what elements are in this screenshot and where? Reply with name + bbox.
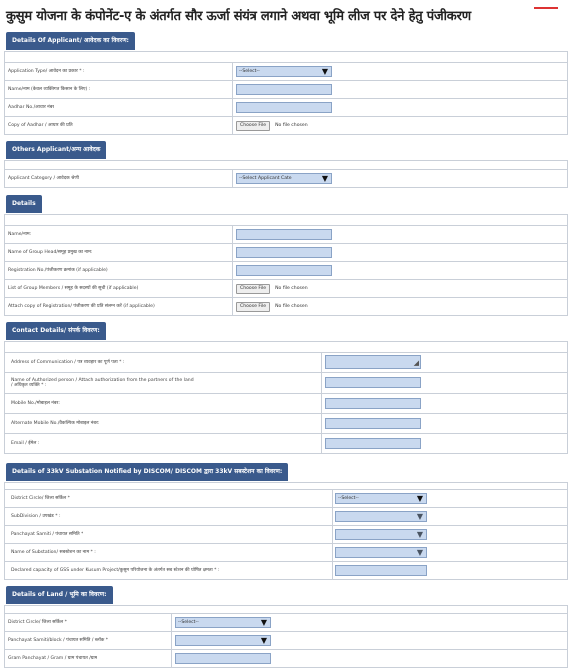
group-head-input[interactable] xyxy=(236,247,332,258)
gram-panchayat-label: Gram Panchayat / Gram / ग्राम पंचायत /ग्राम xyxy=(8,656,98,661)
substation-table xyxy=(4,482,568,580)
column-divider xyxy=(321,394,322,413)
aadhar-copy-file-input xyxy=(236,120,308,131)
details-name-row xyxy=(5,226,567,244)
section-details-header: Details xyxy=(6,195,42,213)
registration-copy-row xyxy=(5,298,567,316)
aadhar-input[interactable] xyxy=(236,102,332,113)
section-applicant-header: Details Of Applicant/ आवेदक का विवरण: xyxy=(6,32,135,50)
column-divider xyxy=(332,544,333,561)
column-divider xyxy=(332,526,333,543)
authorized-person-input[interactable] xyxy=(325,377,421,388)
land-district-value: --Select-- xyxy=(178,620,199,625)
substation-district-label: District Circle/ जिला सर्किल * xyxy=(11,496,70,501)
authorized-person-label-line1: Name of Authorized person / Attach authorization from the partners of the land xyxy=(11,378,194,383)
subdivision-row xyxy=(5,508,567,526)
group-members-label: List of Group Members / समूह के सदस्यों की सूची (if applicable) xyxy=(8,286,139,291)
dropdown-arrow-icon: ▼ xyxy=(260,618,267,627)
applicant-category-row xyxy=(5,170,567,188)
others-table xyxy=(4,160,568,188)
applicant-category-label: Applicant Category / आवेदक श्रेणी xyxy=(8,176,79,181)
aadhar-copy-row xyxy=(5,117,567,135)
column-divider xyxy=(332,490,333,507)
column-divider xyxy=(232,81,233,98)
land-samiti-row xyxy=(5,632,567,650)
dropdown-arrow-icon: ▼ xyxy=(260,636,267,645)
substation-district-row xyxy=(5,490,567,508)
column-divider xyxy=(232,99,233,116)
group-head-label: Name of Group Head/समूह प्रमुख का नाम: xyxy=(8,250,93,255)
column-divider xyxy=(321,353,322,372)
title-accent-mark xyxy=(534,7,558,9)
land-samiti-label: Panchayat Samiti/block / पंचायत समिति / ब्लॉक * xyxy=(8,638,109,643)
panchayat-samiti-row xyxy=(5,526,567,544)
table-spacer-row xyxy=(5,215,567,226)
substation-district-value: --Select-- xyxy=(338,496,359,501)
table-spacer-row xyxy=(5,161,567,170)
declared-capacity-row xyxy=(5,562,567,580)
choose-file-button[interactable]: Choose File xyxy=(236,284,270,294)
column-divider xyxy=(232,170,233,187)
panchayat-samiti-label: Panchayat Samiti / पंचायत समिति * xyxy=(11,532,84,537)
declared-capacity-label: Declared capacity of GSS under Kusum Project/कुसुम परियोजना के अंतर्गत सब स्टेशन की घोषित क्षमता * : xyxy=(11,568,220,573)
applicant-name-row xyxy=(5,81,567,99)
mobile-label: Mobile No./मोबाइल नंबर: xyxy=(11,401,60,406)
subdivision-select[interactable] xyxy=(335,511,427,522)
address-label: Address of Communication / पत्र व्यवहार का पूर्ण पता * : xyxy=(11,360,125,365)
gram-panchayat-row xyxy=(5,650,567,668)
applicant-name-input[interactable] xyxy=(236,84,332,95)
authorized-person-label xyxy=(11,373,194,393)
panchayat-samiti-select[interactable] xyxy=(335,529,427,540)
column-divider xyxy=(321,373,322,393)
registration-label: Registration No./पंजीकरण क्रमांक (if applicable) xyxy=(8,268,108,273)
section-land-header: Details of Land / भूमि का विवरण: xyxy=(6,586,113,604)
address-textarea[interactable] xyxy=(325,355,421,369)
table-spacer-row xyxy=(5,483,567,490)
alt-mobile-input[interactable] xyxy=(325,418,421,429)
section-others-header: Others Applicant/अन्य आवेदक xyxy=(6,141,106,159)
mobile-row xyxy=(5,394,567,414)
alt-mobile-row xyxy=(5,414,567,434)
applicant-name-label: Name/नाम (केवल व्यक्तिगत किसान के लिए) : xyxy=(8,87,91,92)
column-divider xyxy=(232,117,233,134)
column-divider xyxy=(332,562,333,579)
column-divider xyxy=(321,434,322,453)
application-type-label: Application Type/ आवेदन का प्रकार * : xyxy=(8,69,85,74)
dropdown-arrow-icon: ▼ xyxy=(416,530,423,539)
land-district-row xyxy=(5,614,567,632)
registration-copy-file-input xyxy=(236,301,308,312)
column-divider xyxy=(171,650,172,667)
registration-copy-label: Attach copy of Registration/ पंजीकरण की प्रति संलग्न करें (if applicable) xyxy=(8,304,155,309)
column-divider xyxy=(171,632,172,649)
email-input[interactable] xyxy=(325,438,421,449)
email-row xyxy=(5,434,567,454)
section-substation-header: Details of 33kV Substation Notified by DISCOM/ DISCOM द्वारा 33kV सबस्टेशन का विवरण: xyxy=(6,463,288,481)
column-divider xyxy=(332,508,333,525)
table-spacer-row xyxy=(5,606,567,614)
applicant-category-select[interactable] xyxy=(236,173,332,184)
substation-district-select[interactable] xyxy=(335,493,427,504)
applicant-table xyxy=(4,51,568,135)
authorized-person-label-line2: / अधिकृत व्यक्ति * : xyxy=(11,383,47,388)
resize-grip-icon[interactable]: ◢ xyxy=(413,359,419,367)
declared-capacity-input[interactable] xyxy=(335,565,427,576)
land-district-select[interactable] xyxy=(175,617,271,628)
choose-file-button[interactable]: Choose File xyxy=(236,302,270,312)
substation-name-select[interactable] xyxy=(335,547,427,558)
group-head-row xyxy=(5,244,567,262)
column-divider xyxy=(232,226,233,243)
subdivision-label: SubDivision / उपखंड * : xyxy=(11,514,61,519)
registration-input[interactable] xyxy=(236,265,332,276)
dropdown-arrow-icon: ▼ xyxy=(416,548,423,557)
land-district-label: District Circle/ जिला सर्किल * xyxy=(8,620,67,625)
dropdown-arrow-icon: ▼ xyxy=(321,174,328,183)
no-file-chosen-text: No file chosen xyxy=(275,123,308,128)
choose-file-button[interactable]: Choose File xyxy=(236,121,270,131)
page-title: कुसुम योजना के कंपोनेंट-ए के अंतर्गत सौर ऊर्जा संयंत्र लगाने अथवा भूमि लीज पर देने हेतु पंजीकरण xyxy=(6,9,471,24)
column-divider xyxy=(232,262,233,279)
column-divider xyxy=(232,298,233,315)
application-type-value: --Select-- xyxy=(239,69,260,74)
contact-table xyxy=(4,341,568,454)
application-type-row xyxy=(5,63,567,81)
email-label: Email / ईमेल : xyxy=(11,441,40,446)
no-file-chosen-text: No file chosen xyxy=(275,286,308,291)
table-spacer-row xyxy=(5,52,567,63)
applicant-category-value: --Select Applicant Cate xyxy=(239,176,292,181)
substation-name-label: Name of Substation/ सबस्टेशन का नाम * : xyxy=(11,550,96,555)
aadhar-label: Aadhar No./आधार नंबर xyxy=(8,105,55,110)
address-row xyxy=(5,353,567,373)
column-divider xyxy=(232,244,233,261)
dropdown-arrow-icon: ▼ xyxy=(416,512,423,521)
details-table xyxy=(4,214,568,316)
details-name-input[interactable] xyxy=(236,229,332,240)
aadhar-copy-label: Copy of Aadhar / आधार की प्रति xyxy=(8,123,73,128)
land-samiti-select[interactable] xyxy=(175,635,271,646)
alt-mobile-label: Alternate Mobile No./वैकल्पिक मोबाइल नंबर: xyxy=(11,421,100,426)
table-spacer-row xyxy=(5,342,567,353)
no-file-chosen-text: No file chosen xyxy=(275,304,308,309)
dropdown-arrow-icon: ▼ xyxy=(416,494,423,503)
section-contact-header: Contact Details/ संपर्क विवरण: xyxy=(6,322,106,340)
column-divider xyxy=(232,280,233,297)
land-table xyxy=(4,605,568,668)
group-members-row xyxy=(5,280,567,298)
registration-row xyxy=(5,262,567,280)
aadhar-row xyxy=(5,99,567,117)
dropdown-arrow-icon: ▼ xyxy=(321,67,328,76)
substation-name-row xyxy=(5,544,567,562)
column-divider xyxy=(232,63,233,80)
gram-panchayat-input[interactable] xyxy=(175,653,271,664)
column-divider xyxy=(321,414,322,433)
authorized-person-row xyxy=(5,373,567,394)
mobile-input[interactable] xyxy=(325,398,421,409)
details-name-label: Name/नाम: xyxy=(8,232,32,237)
group-members-file-input xyxy=(236,283,308,294)
application-type-select[interactable] xyxy=(236,66,332,77)
column-divider xyxy=(171,614,172,631)
